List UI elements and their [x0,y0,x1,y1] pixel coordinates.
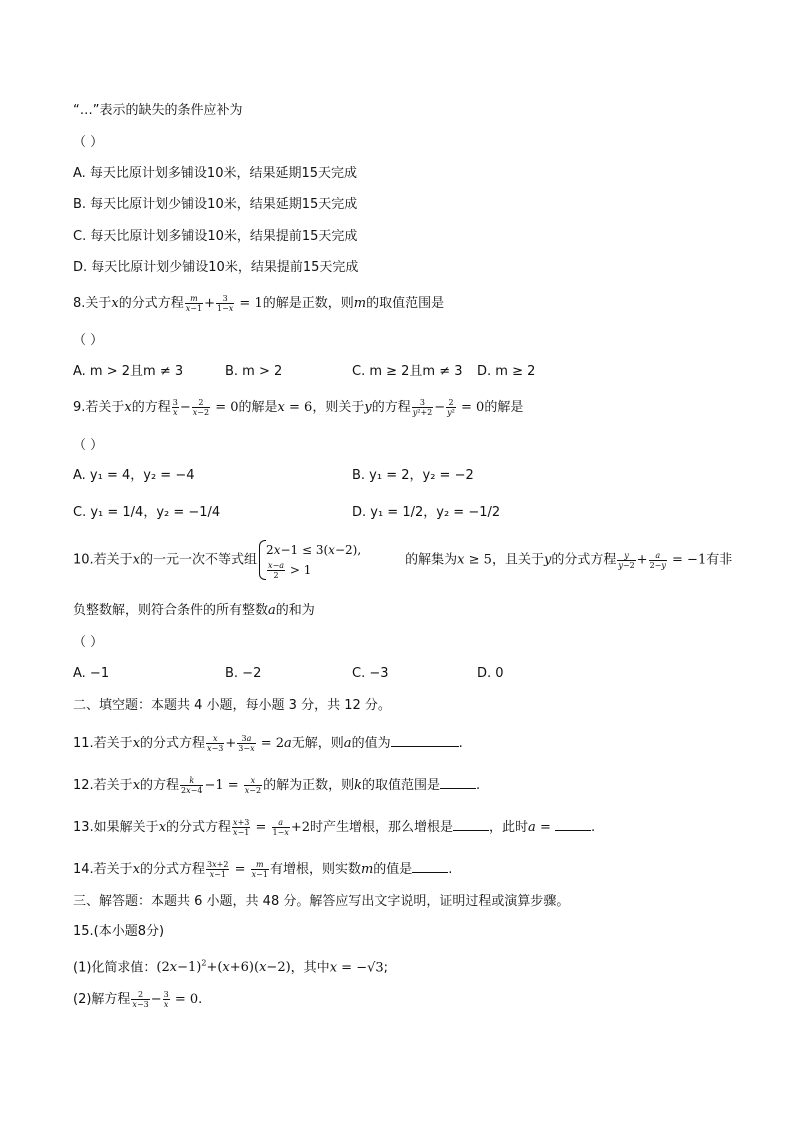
answer-blank[interactable] [555,816,591,831]
option-b: B. −2 [225,666,262,681]
question-13: 13.如果解关于x的分式方程 $\frac{x+3}{x-1}$ = $\frac{a}{1-x}$ +2时产生增根，那么增根是 ，此时a = . [73,818,596,837]
answer-blank[interactable] [391,732,459,747]
answer-paren: （ ） [73,438,104,453]
question-15-heading: 15.(本小题8分) [73,924,165,939]
option-d: D. 每天比原计划少铺设10米，结果提前15天完成 [73,260,359,275]
question-12: 12.若关于x的方程 $\frac{k}{2x-4}$ −1 = $\frac{x}{x-2}$ 的解为正数，则k的取值范围是 . [73,776,481,795]
option-c: C. m ≥ 2且m ≠ 3 [352,364,463,379]
section-2-heading: 二、填空题：本题共 4 小题，每小题 3 分，共 12 分。 [73,698,391,713]
option-c: C. y₁ = 1/4，y₂ = −1/4 [73,505,221,520]
answer-paren: （ ） [73,635,104,650]
option-a: A. m > 2且m ≠ 3 [73,364,184,379]
section-3-heading: 三、解答题：本题共 6 小题，共 48 分。解答应写出文字说明，证明过程或演算步骤。 [73,894,570,909]
option-c: C. −3 [352,666,389,681]
question-14: 14.若关于x的分式方程 $\frac{3x+2}{x-1}$ = $\frac{m}{x-1}$ 有增根，则实数m的值是 . [73,860,453,879]
answer-blank[interactable] [412,858,448,873]
option-d: D. 0 [477,666,504,681]
answer-blank[interactable] [453,816,489,831]
question-10-cont: 负整数解，则符合条件的所有整数a的和为 [73,603,315,618]
question-11: 11.若关于x的分式方程 $\frac{x}{x-3}$ + $\frac{3a}{3-x}$ = 2a无解，则a的值为 . [73,734,463,753]
answer-paren: （ ） [73,333,104,348]
option-c: C. 每天比原计划多铺设10米，结果提前15天完成 [73,229,358,244]
question-15-part-1: (1)化简求值：$(2x-1)^2+(x+6)(x-2)$，其中x = −√3; [73,959,389,976]
question-15-part-2: (2)解方程 $\frac{2}{x-3}$ − $\frac{3}{x}$ = 0. [73,990,203,1009]
option-d: D. y₁ = 1/2，y₂ = −1/2 [352,505,501,520]
option-d: D. m ≥ 2 [477,364,536,379]
option-a: A. y₁ = 4，y₂ = −4 [73,468,195,483]
option-b: B. y₁ = 2，y₂ = −2 [352,468,474,483]
option-a: A. −1 [73,666,110,681]
option-b: B. 每天比原计划少铺设10米，结果延期15天完成 [73,197,358,212]
question-7-stem: “…”表示的缺失的条件应补为 [73,103,243,118]
question-8: 8.关于x的分式方程 $\frac{m}{x-1}$ + $\frac{3}{1-x}$ = 1的解是正数，则m的取值范围是 [73,294,445,313]
option-b: B. m > 2 [225,364,283,379]
answer-paren: （ ） [73,135,104,150]
question-9: 9.若关于x的方程 $\frac{3}{x}$ − $\frac{2}{x-2}$ = 0的解是x = 6，则关于y的方程 $\frac{3}{\text{y²+2}}$ − $\frac{2}{\text{y²}}$ = 0的解是 [73,398,524,417]
question-10: 10.若关于x的一元一次不等式组 2x−1 ≤ 3(x−2), $\frac{x-a}{2}$ > 1 的解集为x ≥ 5，且关于y的分式方程 $\frac{y}{y-2}$ + $\frac{a}{2-y}$ = −1有非 [73,540,732,580]
inequality-system: 2x−1 ≤ 3(x−2), $\frac{x-a}{2}$ > 1 [259,540,361,580]
option-a: A. 每天比原计划多铺设10米，结果延期15天完成 [73,166,358,181]
answer-blank[interactable] [440,774,476,789]
